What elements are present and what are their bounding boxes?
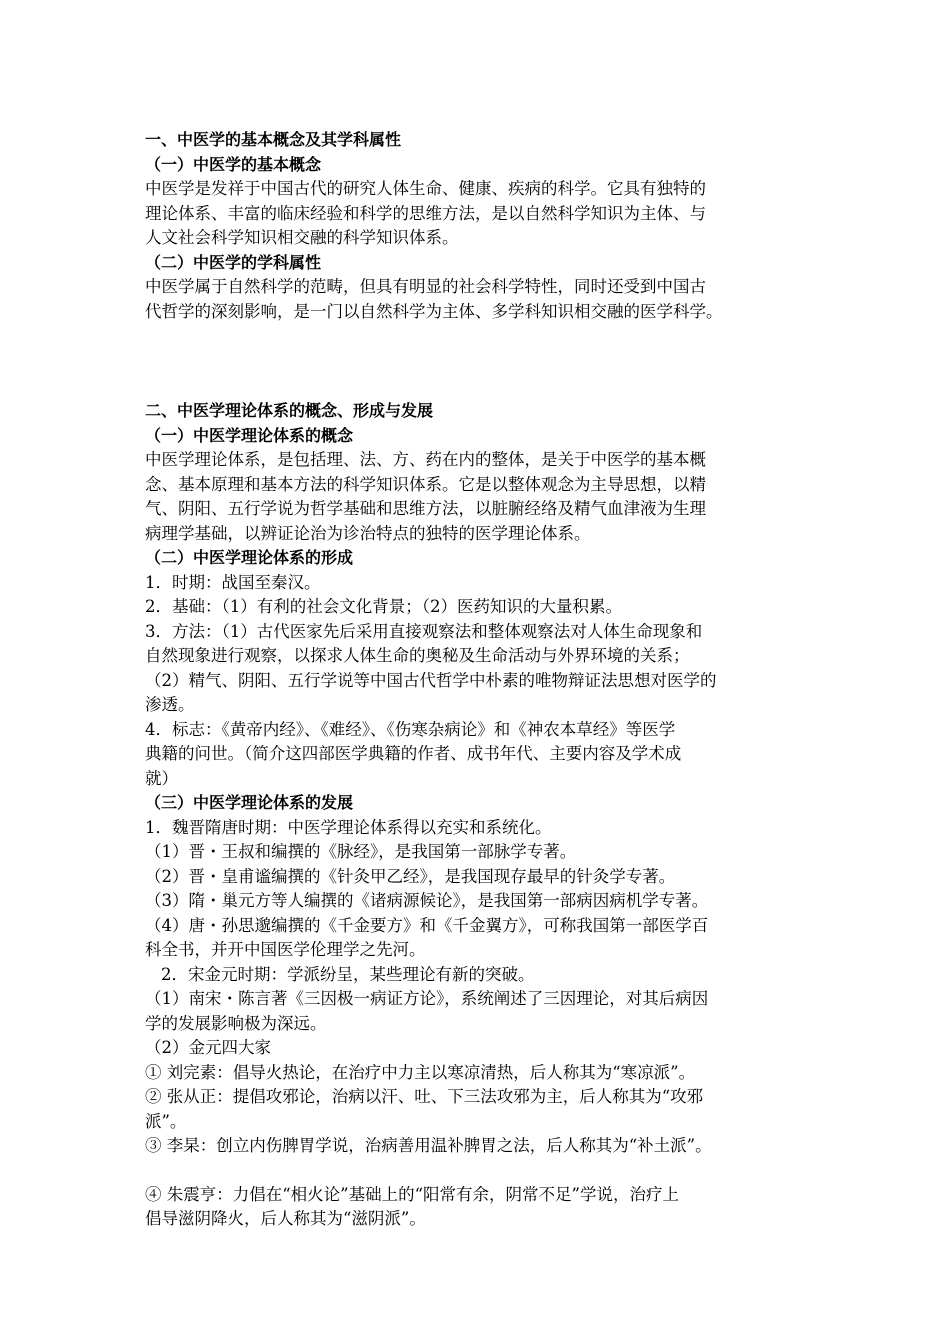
section-1-subheading-1: （一）中医学的基本概念 xyxy=(145,154,322,174)
text-line: 学的发展影响极为深远。 xyxy=(145,1013,327,1033)
section-1-heading: 一、中医学的基本概念及其学科属性 xyxy=(145,130,402,149)
text-line: 典籍的问世。（简介这四部医学典籍的作者、成书年代、主要内容及学术成 xyxy=(145,744,682,763)
text-line: 中医学属于自然科学的范畴，但具有明显的社会科学特性，同时还受到中国古 xyxy=(145,277,706,296)
text-line: 自然现象进行观察，以探求人体生命的奥秘及生命活动与外界环境的关系； xyxy=(145,646,690,665)
text-line: 中医学理论体系，是包括理、法、方、药在内的整体，是关于中医学的基本概 xyxy=(145,450,706,469)
text-line: 中医学是发祥于中国古代的研究人体生命、健康、疾病的科学。它具有独特的 xyxy=(145,179,706,198)
text-line: ③ 李杲：创立内伤脾胃学说，治病善用温补脾胃之法，后人称其为“补土派”。 xyxy=(145,1136,712,1155)
text-line: 渗透。 xyxy=(145,695,195,714)
section-spacer xyxy=(145,324,815,399)
section-2-subheading-3: （三）中医学理论体系的发展 xyxy=(145,793,354,812)
section-1-paragraph-2 xyxy=(145,275,815,324)
text-line: 代哲学的深刻影响，是一门以自然科学为主体、多学科知识相交融的医学科学。 xyxy=(145,301,723,321)
text-line: （4）唐・孙思邈编撰的《千金要方》和《千金翼方》，可称我国第一部医学百 xyxy=(145,915,709,935)
section-1-subheading-2: （二）中医学的学科属性 xyxy=(145,252,322,272)
text-line: ④ 朱震亨：力倡在“相火论”基础上的“阳常有余，阴常不足”学说，治疗上 xyxy=(145,1184,679,1204)
text-line: ② 张从正：提倡攻邪论，治病以汗、吐、下三法攻邪为主，后人称其为“攻邪 xyxy=(145,1087,704,1106)
text-line: 1．魏晋隋唐时期：中医学理论体系得以充实和系统化。 xyxy=(145,817,552,837)
text-line: 气、阴阳、五行学说为哲学基础和思维方法，以脏腑经络及精气血津液为生理 xyxy=(145,499,706,518)
text-line: ① 刘完素：倡导火热论，在治疗中力主以寒凉清热，后人称其为“寒凉派”。 xyxy=(145,1062,696,1082)
text-line: 就） xyxy=(145,768,178,788)
text-line: （1）南宋・陈言著《三因极一病证方论》，系统阐述了三因理论，对其后病因 xyxy=(145,989,709,1008)
text-line: 念、基本原理和基本方法的科学知识体系。它是以整体观念为主导思想，以精 xyxy=(145,474,706,494)
section-2-formation-list xyxy=(145,571,815,792)
section-2-development-list xyxy=(145,816,815,1232)
text-line: （3）隋・巢元方等人编撰的《诸病源候论》，是我国第一部病因病机学专著。 xyxy=(145,891,709,910)
section-1-paragraph-1 xyxy=(145,177,815,251)
text-line: 1．时期：战国至秦汉。 xyxy=(145,572,321,592)
paragraph-spacer xyxy=(145,1159,815,1183)
text-line: 3．方法：（1）古代医家先后采用直接观察法和整体观察法对人体生命现象和 xyxy=(145,621,703,641)
text-line: 派”。 xyxy=(145,1111,187,1131)
section-2-subheading-2: （二）中医学理论体系的形成 xyxy=(145,548,354,567)
text-line: 科全书，并开中国医学伦理学之先河。 xyxy=(145,940,426,959)
text-line: 倡导滋阴降火，后人称其为“滋阴派”。 xyxy=(145,1209,426,1228)
section-2-paragraph-1 xyxy=(145,448,815,546)
section-2-heading: 二、中医学理论体系的概念、形成与发展 xyxy=(145,401,434,420)
text-line: （2）金元四大家 xyxy=(145,1038,271,1057)
text-line: 4．标志：《黄帝内经》、《难经》、《伤寒杂病论》和《神农本草经》等医学 xyxy=(145,719,676,739)
text-line: 人文社会科学知识相交融的科学知识体系。 xyxy=(145,228,459,247)
text-line: （2）精气、阴阳、五行学说等中国古代哲学中朴素的唯物辩证法思想对医学的 xyxy=(145,670,717,690)
text-line: 理论体系、丰富的临床经验和科学的思维方法，是以自然科学知识为主体、与 xyxy=(145,203,706,223)
document-body xyxy=(145,128,815,1232)
text-line: （2）晋・皇甫谧编撰的《针灸甲乙经》，是我国现存最早的针灸学专著。 xyxy=(145,866,676,886)
section-2-subheading-1: （一）中医学理论体系的概念 xyxy=(145,425,354,445)
text-line-indented: 2．宋金元时期：学派纷呈，某些理论有新的突破。 xyxy=(161,964,535,984)
text-line: 病理学基础，以辨证论治为诊治特点的独特的医学理论体系。 xyxy=(145,523,591,543)
text-line: 2．基础：（1）有利的社会文化背景；（2）医药知识的大量积累。 xyxy=(145,597,622,616)
text-line: （1）晋・王叔和编撰的《脉经》，是我国第一部脉学专著。 xyxy=(145,842,577,861)
